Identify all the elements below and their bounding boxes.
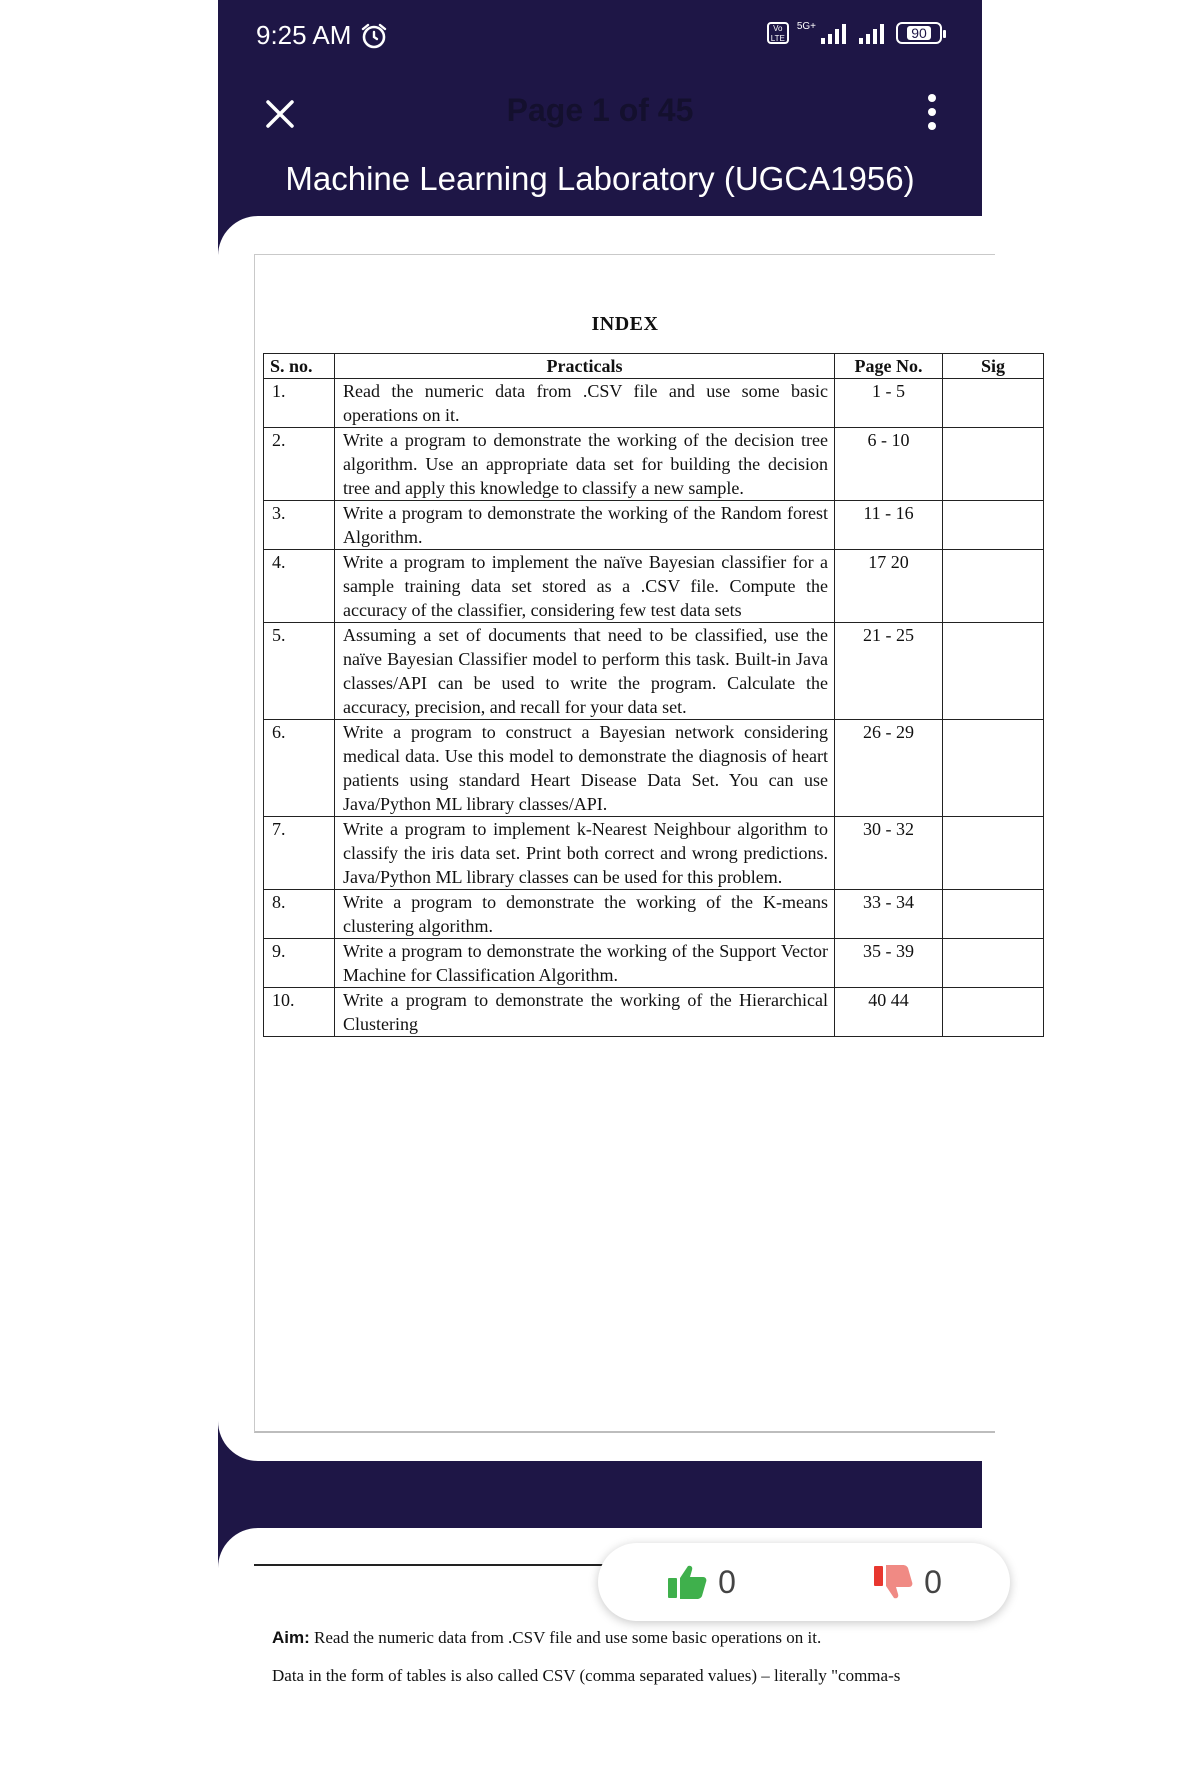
column-header: S. no.	[264, 354, 335, 379]
thumbs-down-icon	[872, 1564, 914, 1600]
status-time: 9:25 AM	[256, 20, 352, 50]
practical-description: Write a program to demonstrate the working of the Random forest Algorithm.	[335, 501, 835, 550]
phone-screen	[218, 0, 1005, 1698]
reaction-bar	[598, 1543, 1010, 1621]
practical-description: Write a program to construct a Bayesian network considering medical data. Use this model to demonstrate the diagnosis of heart patients using standard Heart Disease Data Set. You can use Java/Python ML library classes/API.	[335, 720, 835, 817]
page-range: 21 - 25	[835, 623, 943, 720]
signature-cell	[943, 428, 1044, 501]
aim-label: Aim:	[272, 1628, 310, 1647]
practical-description: Read the numeric data from .CSV file and use some basic operations on it.	[335, 379, 835, 428]
page-indicator: Page 1 of 45	[506, 92, 694, 128]
table-row	[264, 623, 1044, 720]
document-title: Machine Learning Laboratory (UGCA1956)	[285, 160, 915, 197]
like-button[interactable]	[666, 1564, 736, 1601]
signature-cell	[943, 720, 1044, 817]
table-row	[264, 890, 1044, 939]
column-header: Page No.	[835, 354, 943, 379]
page-range: 33 - 34	[835, 890, 943, 939]
serial-number: 1.	[264, 379, 335, 428]
aim-text: Read the numeric data from .CSV file and use some basic operations on it.	[314, 1628, 822, 1647]
table-row	[264, 379, 1044, 428]
serial-number: 2.	[264, 428, 335, 501]
like-count: 0	[718, 1563, 736, 1600]
app-header	[218, 70, 982, 220]
page-range: 40 44	[835, 988, 943, 1037]
thumbs-up-icon	[666, 1564, 708, 1600]
table-header-row	[264, 354, 1044, 379]
column-header: Sig	[943, 354, 1044, 379]
signature-cell	[943, 379, 1044, 428]
serial-number: 8.	[264, 890, 335, 939]
battery-level: 90	[907, 26, 931, 40]
body-text: Data in the form of tables is also called CSV (comma separated values) – literally "comma-s	[272, 1666, 901, 1685]
serial-number: 7.	[264, 817, 335, 890]
alarm-clock-icon	[360, 22, 388, 50]
page-range: 1 - 5	[835, 379, 943, 428]
battery-icon	[896, 22, 942, 44]
practical-description: Write a program to implement the naïve Bayesian classifier for a sample training data set stored as a .CSV file. Compute the accuracy of the classifier, considering few test data sets	[335, 550, 835, 623]
serial-number: 5.	[264, 623, 335, 720]
page-range: 30 - 32	[835, 817, 943, 890]
signature-cell	[943, 939, 1044, 988]
index-heading: INDEX	[591, 313, 659, 335]
network-type: 5G+	[796, 21, 816, 32]
practical-description: Write a program to demonstrate the working of the Support Vector Machine for Classification Algorithm.	[335, 939, 835, 988]
serial-number: 3.	[264, 501, 335, 550]
table-row	[264, 428, 1044, 501]
signature-cell	[943, 988, 1044, 1037]
practical-description: Write a program to demonstrate the working of the Hierarchical Clustering	[335, 988, 835, 1037]
signature-cell	[943, 623, 1044, 720]
index-table	[263, 353, 1044, 1037]
status-bar	[218, 0, 982, 70]
document-page	[254, 254, 1005, 1433]
signature-cell	[943, 501, 1044, 550]
signature-cell	[943, 550, 1044, 623]
more-options-icon[interactable]	[922, 92, 942, 132]
status-icons	[767, 22, 942, 44]
page-range: 6 - 10	[835, 428, 943, 501]
table-row	[264, 939, 1044, 988]
pdf-page-1[interactable]	[218, 216, 1005, 1461]
page-range: 26 - 29	[835, 720, 943, 817]
aim-line	[272, 1628, 821, 1648]
practical-description: Write a program to demonstrate the working of the K-means clustering algorithm.	[335, 890, 835, 939]
signature-cell	[943, 817, 1044, 890]
practical-description: Write a program to demonstrate the working of the decision tree algorithm. Use an appropriate data set for building the decision tree and apply this knowledge to classify a new sample.	[335, 428, 835, 501]
practical-description: Assuming a set of documents that need to be classified, use the naïve Bayesian Classifier model to perform this task. Built-in Java classes/API can be used to write the program. Calculate the accuracy, precision, and recall for your data set.	[335, 623, 835, 720]
serial-number: 4.	[264, 550, 335, 623]
practical-description: Write a program to implement k-Nearest Neighbour algorithm to classify the iris data set. Print both correct and wrong predictions. Java/Python ML library classes can be used for this problem.	[335, 817, 835, 890]
volte-icon: Vo LTE	[767, 22, 789, 44]
column-header: Practicals	[335, 354, 835, 379]
table-row	[264, 550, 1044, 623]
table-row	[264, 817, 1044, 890]
table-row	[264, 988, 1044, 1037]
signal-strength-icon-sim2	[858, 22, 888, 44]
serial-number: 6.	[264, 720, 335, 817]
page-range: 17 20	[835, 550, 943, 623]
signature-cell	[943, 890, 1044, 939]
dislike-count: 0	[924, 1563, 942, 1600]
serial-number: 10.	[264, 988, 335, 1037]
table-row	[264, 720, 1044, 817]
table-row	[264, 501, 1044, 550]
page-range: 35 - 39	[835, 939, 943, 988]
dislike-button[interactable]	[872, 1564, 942, 1601]
page-range: 11 - 16	[835, 501, 943, 550]
signal-strength-icon	[820, 22, 850, 44]
serial-number: 9.	[264, 939, 335, 988]
